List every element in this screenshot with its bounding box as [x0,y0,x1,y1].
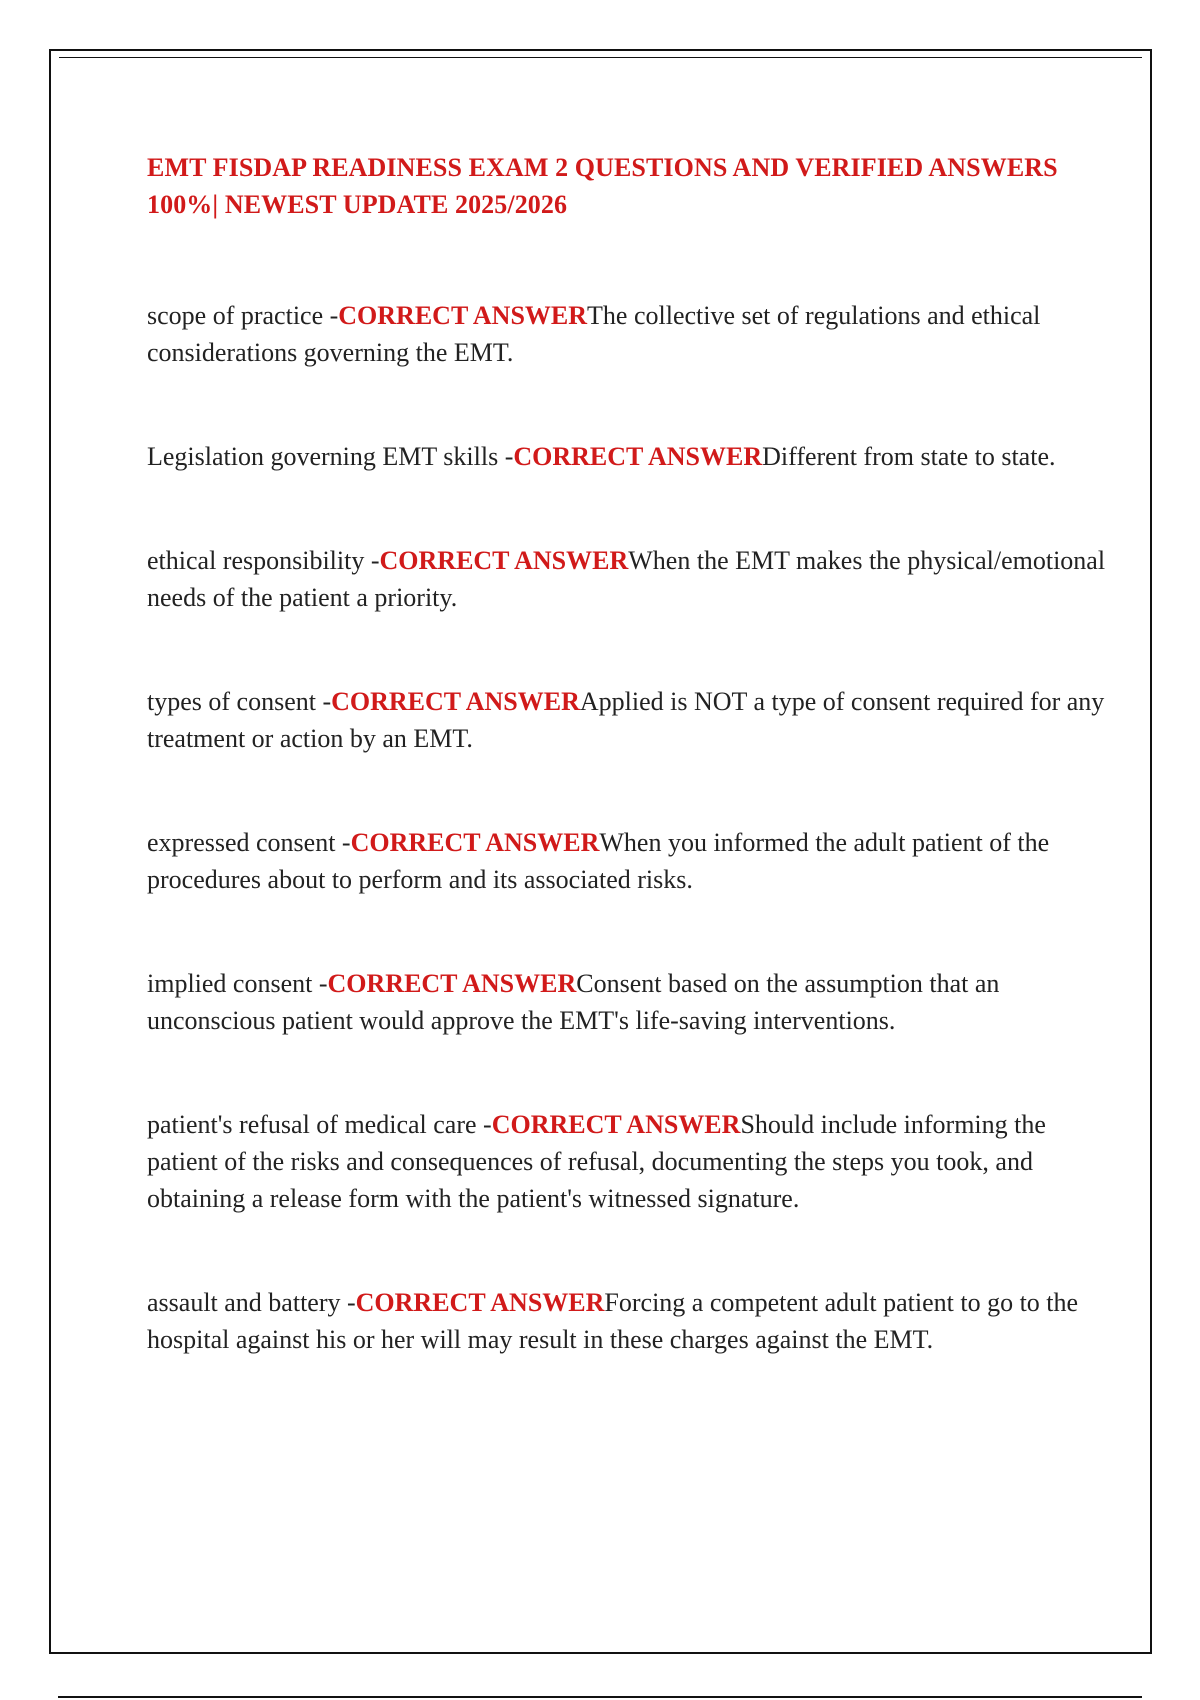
next-page-edge-rule [58,1696,1142,1698]
qa-item-assault-and-battery [147,1284,1107,1358]
document-title: EMT FISDAP READINESS EXAM 2 QUESTIONS AND VERIFIED ANSWERS 100%| NEWEST UPDATE 2025/2026 [147,153,1058,219]
qa-term: patient's refusal of medical care - [147,1110,492,1139]
correct-answer-marker: CORRECT ANSWER [338,301,588,330]
qa-item-ethical-responsibility [147,542,1107,616]
correct-answer-marker: CORRECT ANSWER [491,1110,741,1139]
qa-term: types of consent - [147,687,332,716]
qa-answer: When the EMT makes the physical/emotional needs of the patient a priority. [147,546,1106,612]
qa-item-refusal-of-care [147,1106,1107,1217]
qa-answer: Should include informing the patient of the risks and consequences of refusal, documenting the steps you took, and obtaining a release form with the patient's witnessed signature. [147,1110,1046,1213]
qa-item-scope-of-practice [147,297,1107,371]
qa-item-types-of-consent [147,683,1107,757]
correct-answer-marker: CORRECT ANSWER [513,442,763,471]
correct-answer-marker: CORRECT ANSWER [355,1288,605,1317]
qa-answer: The collective set of regulations and ethical considerations governing the EMT. [147,301,1041,367]
qa-item-implied-consent [147,965,1107,1039]
qa-list [147,297,1107,1358]
qa-term: implied consent - [147,969,328,998]
qa-item-expressed-consent [147,824,1107,898]
correct-answer-marker: CORRECT ANSWER [327,969,577,998]
qa-answer: When you informed the adult patient of the procedures about to perform and its associated risks. [147,828,1050,894]
page-frame [49,49,1152,1654]
document-content [147,149,1107,1358]
qa-term: assault and battery - [147,1288,356,1317]
qa-answer: Forcing a competent adult patient to go to the hospital against his or her will may result in these charges against the EMT. [147,1288,1079,1354]
qa-answer: Consent based on the assumption that an unconscious patient would approve the EMT's life-saving interventions. [147,969,1000,1035]
qa-term: scope of practice - [147,301,339,330]
correct-answer-marker: CORRECT ANSWER [379,546,629,575]
frame-top-rule [59,57,1142,58]
correct-answer-marker: CORRECT ANSWER [331,687,580,716]
qa-term: expressed consent - [147,828,351,857]
correct-answer-marker: CORRECT ANSWER [350,828,600,857]
qa-answer: Applied is NOT a type of consent required for any treatment or action by an EMT. [147,687,1105,753]
qa-term: Legislation governing EMT skills - [147,442,514,471]
qa-item-legislation [147,438,1107,475]
qa-term: ethical responsibility - [147,546,380,575]
qa-answer: Different from state to state. [762,442,1056,471]
